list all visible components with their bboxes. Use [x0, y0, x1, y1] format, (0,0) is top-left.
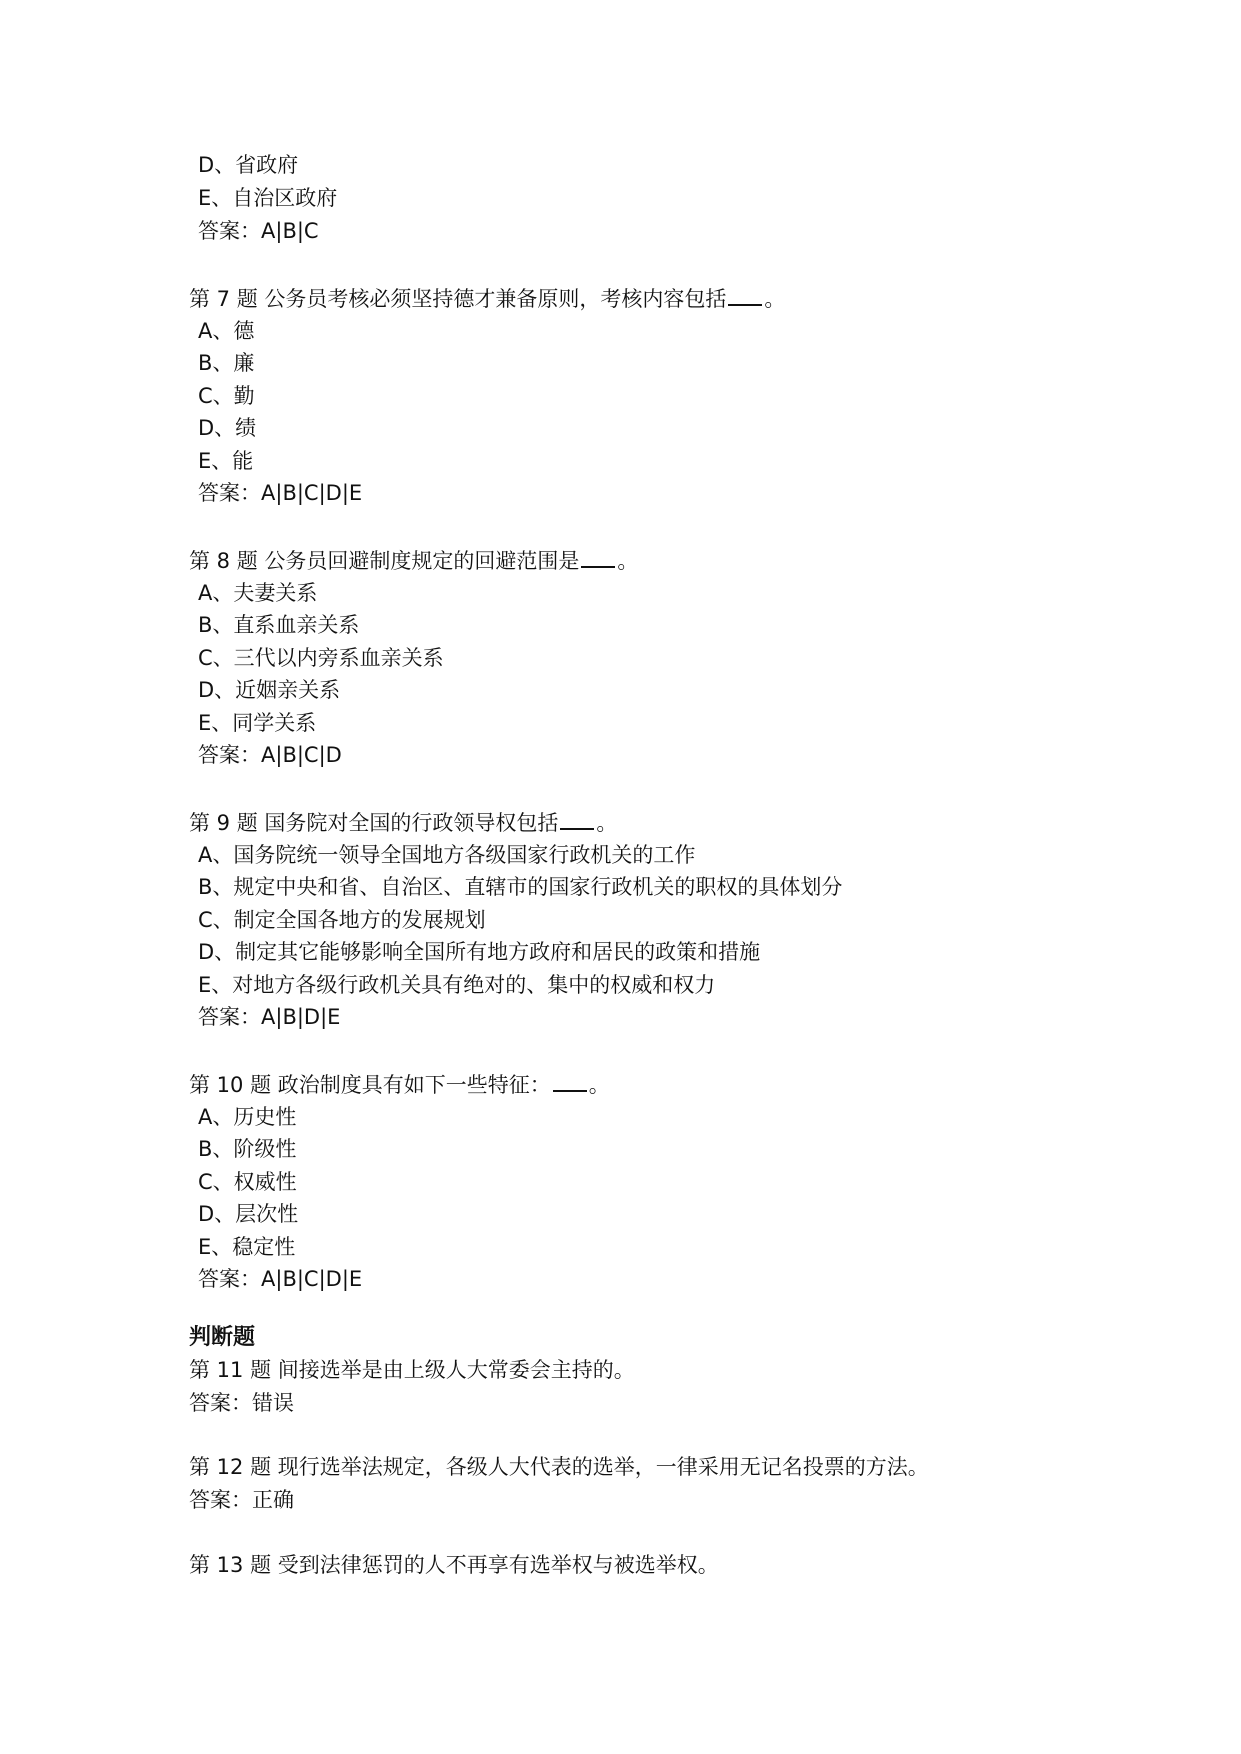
answer-blank	[728, 284, 762, 306]
option-d: D、近姻亲关系	[198, 678, 341, 702]
option-e: E、同学关系	[198, 711, 317, 735]
question-7-text: 第 7 题 公务员考核必须坚持德才兼备原则，考核内容包括	[189, 287, 727, 311]
question-8-text: 第 8 题 公务员回避制度规定的回避范围是	[189, 549, 580, 573]
question-10-text: 第 10 题 政治制度具有如下一些特征：	[189, 1073, 551, 1097]
option-b: B、规定中央和省、自治区、直辖市的国家行政机关的职权的具体划分	[198, 875, 843, 899]
option-c: C、制定全国各地方的发展规划	[198, 908, 486, 932]
option-e: E、能	[198, 449, 254, 473]
question-13-stem: 第 13 题 受到法律惩罚的人不再享有选举权与被选举权。	[189, 1553, 719, 1577]
option-a: A、历史性	[198, 1105, 297, 1129]
option-b: B、直系血亲关系	[198, 613, 360, 637]
option-c: C、权威性	[198, 1170, 297, 1194]
question-9-stem	[189, 808, 617, 837]
option-e: E、稳定性	[198, 1235, 296, 1259]
option-b: B、廉	[198, 351, 255, 375]
option-d: D、绩	[198, 416, 257, 440]
answer: 答案：A|B|C	[198, 219, 319, 243]
option-a: A、国务院统一领导全国地方各级国家行政机关的工作	[198, 843, 696, 867]
answer-blank	[560, 808, 594, 830]
option-d: D、省政府	[198, 153, 299, 177]
answer: 答案：正确	[189, 1488, 294, 1512]
answer: 答案：A|B|C|D	[198, 743, 342, 767]
answer: 答案：A|B|C|D|E	[198, 481, 363, 505]
option-a: A、德	[198, 319, 255, 343]
option-b: B、阶级性	[198, 1137, 297, 1161]
question-7-end: 。	[764, 287, 786, 311]
question-10-stem	[189, 1070, 610, 1099]
question-9-text: 第 9 题 国务院对全国的行政领导权包括	[189, 811, 559, 835]
question-12-stem: 第 12 题 现行选举法规定，各级人大代表的选举，一律采用无记名投票的方法。	[189, 1455, 929, 1479]
question-11-stem: 第 11 题 间接选举是由上级人大常委会主持的。	[189, 1358, 635, 1382]
section-heading-judgement: 判断题	[189, 1325, 256, 1350]
option-c: C、三代以内旁系血亲关系	[198, 646, 444, 670]
answer-blank	[553, 1070, 587, 1092]
option-e: E、对地方各级行政机关具有绝对的、集中的权威和权力	[198, 973, 716, 997]
question-9-end: 。	[596, 811, 618, 835]
option-a: A、夫妻关系	[198, 581, 318, 605]
option-d: D、制定其它能够影响全国所有地方政府和居民的政策和措施	[198, 940, 761, 964]
option-e: E、自治区政府	[198, 186, 338, 210]
answer: 答案：A|B|C|D|E	[198, 1267, 363, 1291]
question-10-end: 。	[588, 1073, 610, 1097]
answer: 答案：错误	[189, 1391, 294, 1415]
question-8-stem	[189, 546, 638, 575]
question-8-end: 。	[617, 549, 639, 573]
option-d: D、层次性	[198, 1202, 299, 1226]
answer-blank	[581, 546, 615, 568]
option-c: C、勤	[198, 384, 255, 408]
question-7-stem	[189, 284, 785, 313]
answer: 答案：A|B|D|E	[198, 1005, 341, 1029]
